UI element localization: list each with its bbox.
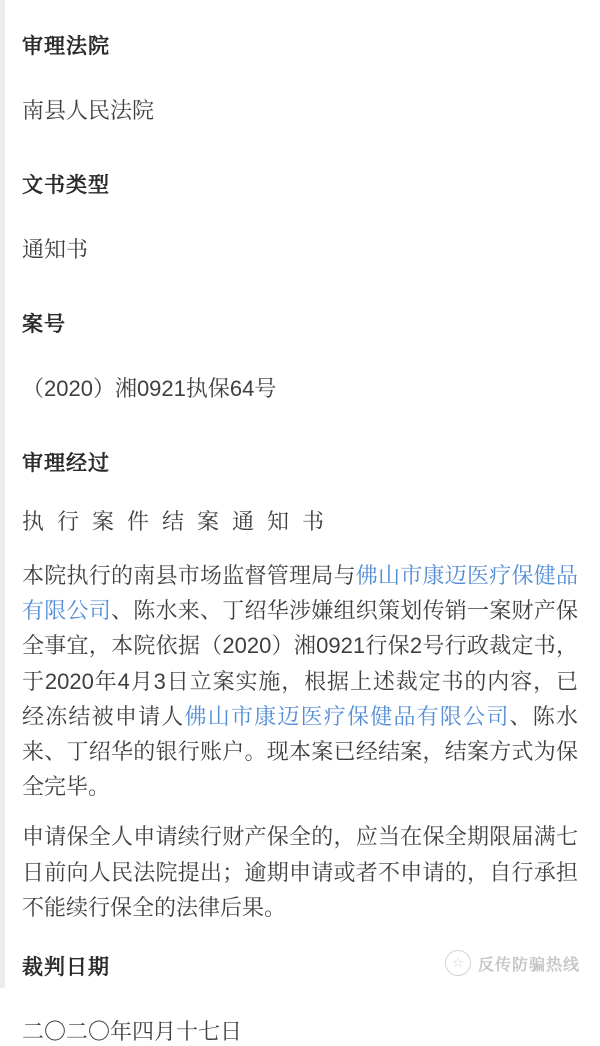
- section-doc-type: [22, 169, 578, 264]
- case-number-value: （2020）湘0921执保64号: [22, 376, 277, 401]
- court-label: 审理法院: [22, 35, 110, 58]
- doc-type-label: 文书类型: [22, 174, 110, 197]
- watermark-text: 反传防骗热线: [477, 956, 580, 974]
- case-number-label: 案号: [22, 313, 66, 336]
- paragraph: [22, 558, 578, 804]
- paragraph-text: 本院执行的南县市场监督管理局与: [22, 563, 356, 588]
- proceedings-label: 审理经过: [22, 452, 110, 475]
- paragraph-text: 申请保全人申请续行财产保全的，应当在保全期限届满七日前向人民法院提出；逾期申请或者不申请的，自行承担不能续行保全的法律后果。: [22, 824, 578, 920]
- notice-title: 执行案件结案通知书: [22, 509, 338, 534]
- company-link[interactable]: 佛山市康迈医疗保健品有限公司: [22, 563, 578, 624]
- doc-type-value: 通知书: [22, 237, 89, 262]
- court-value: 南县人民法院: [22, 98, 155, 123]
- left-edge-border: [0, 0, 5, 988]
- anti-fraud-logo-icon: ☆: [445, 950, 471, 976]
- judgment-date-value: 二〇二〇年四月十七日: [22, 1018, 243, 1044]
- company-link[interactable]: 佛山市康迈医疗保健品有限公司: [184, 703, 510, 729]
- paragraph-text: 、陈水来、丁绍华涉嫌组织策划传销一案财产保全事宜，本院依据（2020）湘0921行保2号行政裁定书，于2020年4月3日立案实施，根据上述裁定书的内容，已经冻结被申请人: [22, 598, 578, 729]
- proceedings-paragraphs: [22, 558, 578, 925]
- judgment-date-label: 裁判日期: [22, 955, 110, 979]
- section-case-number: [22, 308, 578, 403]
- paragraph: [22, 819, 578, 925]
- watermark: [445, 950, 580, 976]
- paragraph-text: 、陈水来、丁绍华的银行账户。现本案已经结案，结案方式为保全完毕。: [22, 703, 578, 800]
- section-court: [22, 30, 578, 125]
- section-proceedings: [22, 447, 578, 925]
